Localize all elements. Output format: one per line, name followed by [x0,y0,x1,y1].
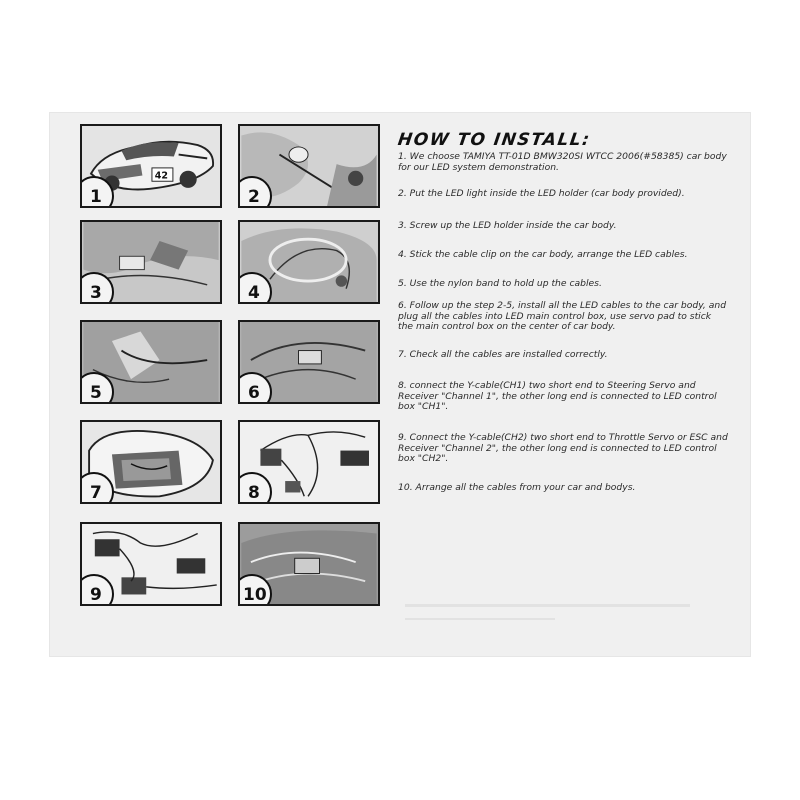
step-7-text: 7. Check all the cables are installed correctly. [398,349,608,360]
step-10-text: 10. Arrange all the cables from your car and bodys. [398,482,636,493]
figure-panel-8 [238,420,380,504]
step-number-badge: 8 [238,472,272,504]
step-number-badge: 4 [238,272,272,304]
step-number-badge: 1 [80,176,114,208]
step-number-badge: 10 [238,574,272,606]
step-number-badge: 9 [80,574,114,606]
figure-panel-9 [80,522,222,606]
figure-panel-10 [238,522,380,606]
step-3-text: 3. Screw up the LED holder inside the car body. [398,220,617,231]
step-number-badge: 6 [238,372,272,404]
step-8-text: 8. connect the Y-cable(CH1) two short end to Steering Servo and Receiver "Channel 1", the other long end is connected to LED control box "CH1". [398,380,717,413]
step-1-text: 1. We choose TAMIYA TT-01D BMW320SI WTCC 2006(#58385) car body for our LED system demonstration. [398,151,727,173]
step-2-text: 2. Put the LED light inside the LED holder (car body provided). [398,188,685,199]
step-number-badge: 3 [80,272,114,304]
step-5-text: 5. Use the nylon band to hold up the cables. [398,278,602,289]
step-6-text: 6. Follow up the step 2-5, install all the LED cables to the car body, and plug all the cables into LED main control box, use servo pad to stick the main control box on the center of car body. [398,300,727,333]
figure-panel-2 [238,124,380,208]
step-9-text: 9. Connect the Y-cable(CH2) two short end to Throttle Servo or ESC and Receiver "Channel 2", the other long end is connected to LED control box "CH2". [398,432,728,465]
faint-mark [405,618,555,620]
figure-panel-6 [238,320,380,404]
install-instructions [396,130,728,493]
step-number-badge: 2 [238,176,272,208]
car-number-label: 42 [154,170,169,182]
figure-panel-1 [80,124,222,208]
figure-panel-3 [80,220,222,304]
step-number-badge: 5 [80,372,114,404]
step-number-badge: 7 [80,472,114,504]
faint-mark [405,604,690,607]
step-4-text: 4. Stick the cable clip on the car body, arrange the LED cables. [398,249,688,260]
figure-panel-4 [238,220,380,304]
figure-panel-7 [80,420,222,504]
instructions-title: HOW TO INSTALL: [396,130,592,150]
figure-panel-5 [80,320,222,404]
